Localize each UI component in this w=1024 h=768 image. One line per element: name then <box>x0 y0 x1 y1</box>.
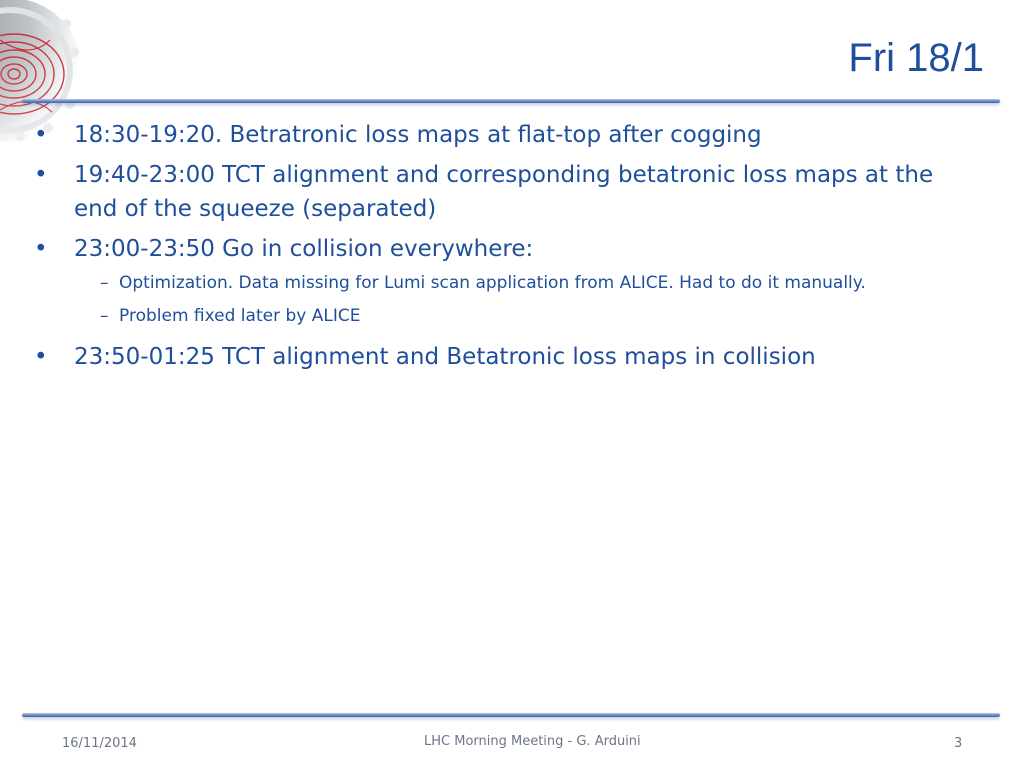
bullet-item <box>28 118 978 152</box>
sub-bullet-item <box>28 303 978 330</box>
title-divider <box>22 99 1000 103</box>
bullet-item <box>28 232 978 266</box>
bullet-item <box>28 158 978 226</box>
slide-content <box>28 118 978 380</box>
footer-date: 16/11/2014 <box>62 736 137 751</box>
bullet-text: 23:00-23:50 Go in collision everywhere: <box>74 236 534 262</box>
dash-marker: – <box>100 273 109 293</box>
bullet-text: 23:50-01:25 TCT alignment and Betatronic loss maps in collision <box>74 344 816 370</box>
sub-bullet-text: Problem fixed later by ALICE <box>119 306 361 326</box>
footer-title: LHC Morning Meeting - G. Arduini <box>424 734 641 749</box>
bullet-item <box>28 340 978 374</box>
bullet-text: 18:30-19:20. Betratronic loss maps at flat-top after cogging <box>74 122 762 148</box>
bullet-dot: • <box>34 236 48 262</box>
bullet-text: 19:40-23:00 TCT alignment and corresponding betatronic loss maps at the end of the squeeze (separated) <box>74 162 934 222</box>
sub-bullet-list <box>28 270 978 330</box>
bullet-dot: • <box>34 344 48 370</box>
bullet-dot: • <box>34 122 48 148</box>
bullet-dot: • <box>34 162 48 188</box>
dash-marker: – <box>100 306 109 326</box>
sub-bullet-item <box>28 270 978 297</box>
sub-bullet-text: Optimization. Data missing for Lumi scan application from ALICE. Had to do it manually. <box>119 273 866 293</box>
page-title: Fri 18/1 <box>848 36 984 80</box>
footer-divider <box>22 713 1000 717</box>
page-number: 3 <box>954 736 963 751</box>
